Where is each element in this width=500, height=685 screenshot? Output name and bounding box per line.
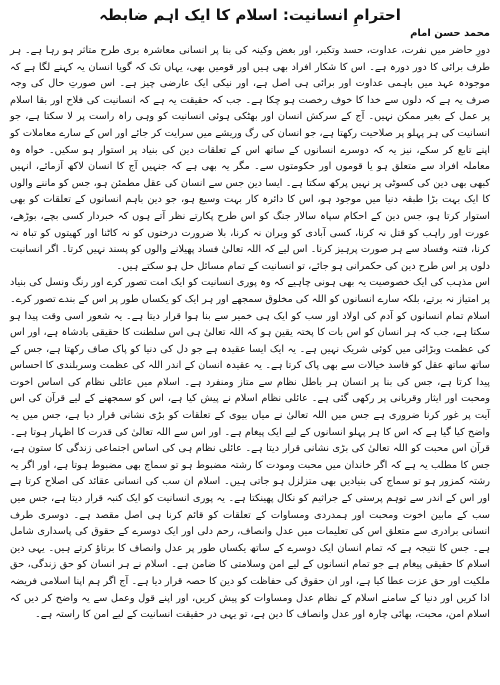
article-title: احترامِ انسانیت: اسلام کا ایک اہم ضابطہ xyxy=(99,6,401,24)
article-paragraph: اس مذہب کی ایک خصوصیت یہ بھی ہونی چاہیے کہ وہ پوری انسانیت کو ایک امت تصور کرے اور رنگ ونسل کی بنیاد پر امتیاز نہ برتے، بلکہ سارے انسانوں کو اللہ کی مخلوق سمجھے اور ہر ایک کو یکساں طور پر اس کے بندے تصور کرے۔ اسلام تمام انسانوں کو آدم کی اولاد اور سب کو ایک ہی خمیر سے بنا ہوا قرار دیتا ہے۔ یہ شعور اسی وقت پیدا ہو سکتا ہے، جب کہ ہر انسان کو اس بات کا پختہ یقین ہو کہ اللہ تعالیٰ ہی اس سلطنت کا حقیقی بادشاہ ہے، اور اس کی عظمت وبڑائی میں کوئی شریک نہیں ہے۔ یہ ایک ایسا عقیدہ ہے جو دل کی دنیا کو پاک صاف رکھتا ہے، جس کے ساتھ ساتھ عقل کو فاسد خیالات سے بھی پاک کرتا ہے۔ یہ عقیدہ انسان کے اندر اللہ کی عظمت وسربلندی کا احساس پیدا کرتا ہے، جس کی بنا پر انسان ہر باطل نظام سے متاز ومنفرد ہے۔ اسلام میں عائلی نظام کی اساس اخوت ومحبت اور ایثار وقربانی پر رکھی گئی ہے۔ عائلی نظام اسلام نے پیش کیا ہے، اس کو سمجھنے کے لیے قرآن کی اس آیت پر غور کرنا ضروری ہے جس میں اللہ تعالیٰ نے میاں بیوی کے تعلقات کو بڑی نشانی قرار دیا ہے، جس میں یہ واضح کیا گیا ہے کہ اس کا ہر پہلو انسانوں کے لیے ایک پیغام ہے۔ اور اس سے اللہ تعالیٰ کی قدرت کا اظہار ہوتا ہے۔ قرآن اس محبت کو اللہ تعالیٰ کی بڑی نشانی قرار دیتا ہے۔ عائلی نظام ہی کی اساس اجتماعی زندگی کا ستون ہے، جس کا مطلب یہ ہے کہ اگر خاندان میں محبت ومودت کا رشتہ مضبوط ہو تو سماج بھی مضبوط ہوتا ہے، اور اگر یہ رشتہ کمزور ہو تو سماج کی بنیادیں بھی متزلزل ہو جاتی ہیں۔ اسلام ان سب کی انسانی عقائد کی اصلاح کرتا ہے اور اس کے اندر سے توہم پرستی کے جراثیم کو نکال پھینکتا ہے۔ یہ پوری انسانیت کو ایک کنبہ قرار دیتا ہے، جس میں سب کے مابین اخوت ومحبت اور ہمدردی ومساوات کے تعلقات کو قائم کرنا ہی اصل مقصد ہے۔ دوسری طرف انسانی برادری سے متعلق اس کی تعلیمات میں عدل وانصاف، رحم دلی اور ایک دوسرے کے حقوق کی پاسداری شامل ہے۔ جس کا نتیجہ ہے کہ تمام انسان ایک دوسرے کے ساتھ یکساں طور پر عدل وانصاف کا برتاؤ کرتے ہیں۔ یہی دین اسلام کا حقیقی پیغام ہے جو تمام انسانوں کے لیے امن وسلامتی کا ضامن ہے۔ اسلام نے ہر انسان کو حق زندگی، حق ملکیت اور حق عزت عطا کیا ہے، اور ان حقوق کی حفاظت کو دین کا حصہ قرار دیا ہے۔ آج اگر ہم اپنا اسلامی فریضہ ادا کریں اور دنیا کے سامنے اسلام کے نظام عدل ومساوات کو پیش کریں، اور اپنے قول وعمل سے یہ واضح کر دیں کہ اسلام امن، محبت، بھائی چارہ اور عدل وانصاف کا دین ہے، تو یہی در حقیقت انسانیت کے لیے امن کا راستہ ہے۔ xyxy=(9,277,490,621)
article-paragraph: دورِ حاضر میں نفرت، عداوت، حسد وتکبر، اور بغض وکینہ کی بنا پر انسانی معاشرہ بری طرح متاثر ہو رہا ہے۔ ہر طرف برائی کا دور دورہ ہے۔ اس کا شکار افراد بھی ہیں اور قومیں بھی، یہاں تک کہ گویا انسان یہ کہنے لگا ہے کہ موجودہ عہد میں باہمی عداوت اور برائی ہی اصل ہے، اور نیکی ایک عارضی چیز ہے۔ اس صورتِ حال کی وجہ صرف یہ ہے کہ دلوں سے خدا کا خوف رخصت ہو چکا ہے۔ جب کہ حقیقت یہ ہے کہ انسانیت کی فلاح اور بقا اسلام پر عمل کے بغیر ممکن نہیں۔ آج کے سرکش انسان اور بھٹکی ہوئی انسانیت کو وہی راہ راست پر لا سکتا ہے، جو انسانیت کی ہر پہلو پر صلاحیت رکھتا ہے، جو انسان کی رگ وریشے میں سرایت کر جائے اور اس کے سارے معاملات کو اپنے تابع کر سکے، نیز یہ کہ دوسرے انسانوں کے ساتھ اس کے تعلقات دین کی بنیاد پر استوار ہو سکیں۔ خواہ وہ معاملہ افراد سے متعلق ہو یا قوموں اور حکومتوں سے۔ مگر یہ بھی ہے کہ جنہیں آج کا انسان لاکھ آزمائے، انہیں کبھی بھی دین کی کسوٹی پر نہیں پرکھ سکتا ہے۔ ایسا دین جس سے انسان کی عقل مطمئن ہو، جس کو ماننے والوں کا ایک بہت بڑا طبقہ دنیا میں موجود ہو، اس کا دائرہ کار بہت وسیع ہو، جو دین باہم انسانوں کے تعلقات کو بھی استوار کرتا ہو، جس دین کے احکام سپاہ سالار جنگ کو اس طرح پکارتے نظر آتے ہوں کہ خبردار کسی بچے، بوڑھے، عورت اور راہب کو قتل نہ کرنا، کسی آبادی کو ویران نہ کرنا، بلا ضرورت درختوں کو نہ کاٹنا اور کھیتوں کو تباہ نہ کرنا، فتنہ وفساد سے ہر صورت پرہیز کرنا۔ اس لیے کہ اللہ تعالیٰ فساد پھیلانے والوں کو پسند نہیں کرتا۔ اگر انسانیت دلوں پر اس طرح دین کی حکمرانی ہو جائے، تو انسانیت کے تمام مسائل حل ہو سکتے ہیں۔ xyxy=(10,45,490,272)
article-body xyxy=(10,43,490,624)
article-author: محمد حسن امام xyxy=(410,28,490,39)
